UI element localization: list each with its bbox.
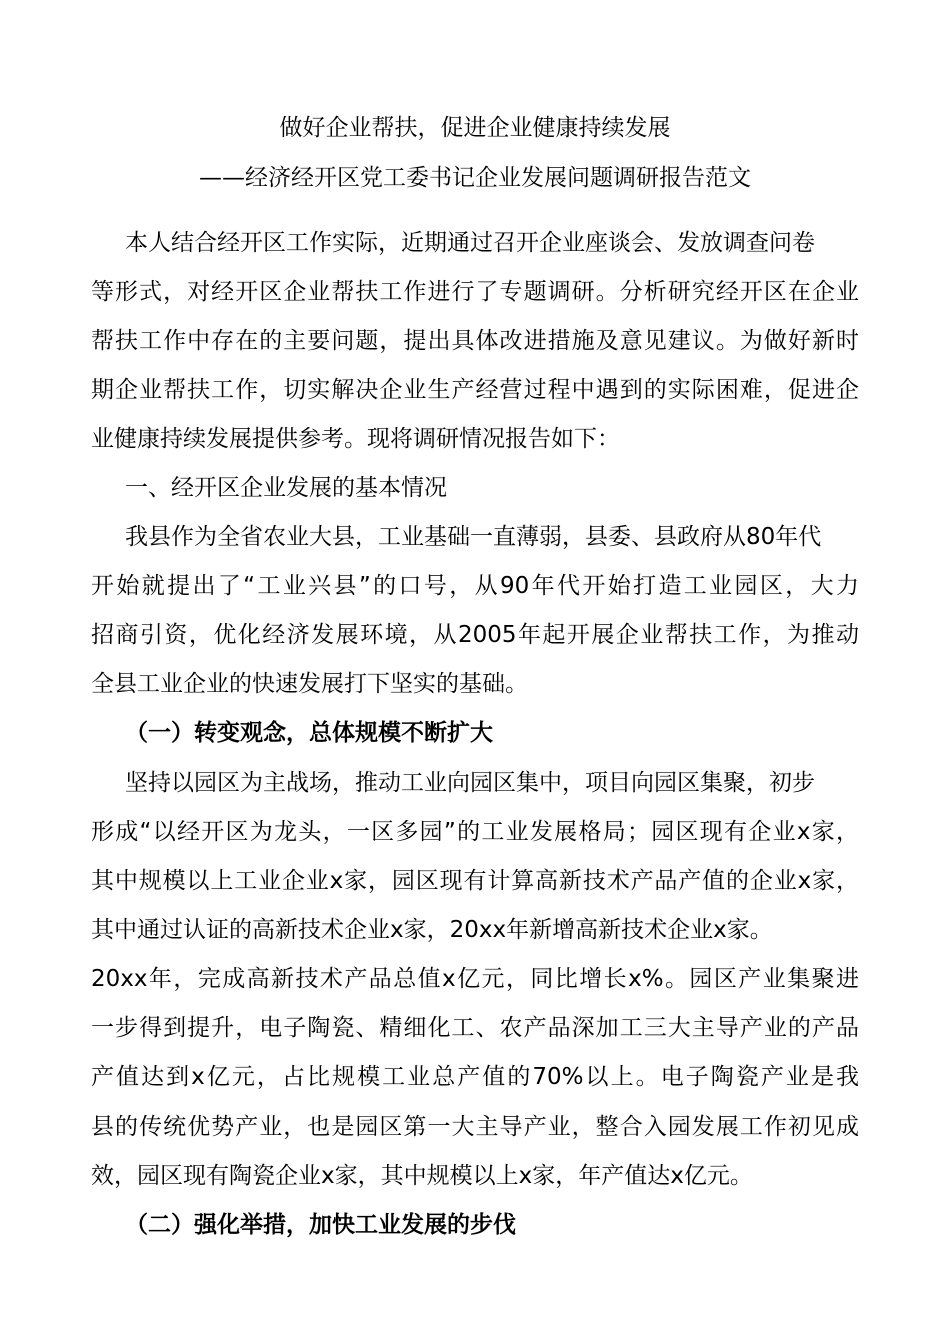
paragraph-line: 我县作为全省农业大县，工业基础一直薄弱，县委、县政府从80年代 bbox=[125, 524, 822, 550]
document-subtitle: ——经济经开区党工委书记企业发展问题调研报告范文 bbox=[199, 165, 751, 191]
paragraph-line: 其中通过认证的高新技术企业x家，20xx年新增高新技术企业x家。 bbox=[91, 917, 773, 943]
paragraph-line: 产值达到x亿元，占比规模工业总产值的70%以上。电子陶瓷产业是我 bbox=[91, 1064, 859, 1090]
subsection-heading: （二）强化举措，加快工业发展的步伐 bbox=[125, 1212, 516, 1238]
paragraph-line: 效，园区现有陶瓷企业x家，其中规模以上x家，年产值达x亿元。 bbox=[91, 1163, 753, 1189]
paragraph-line: 全县工业企业的快速发展打下坚实的基础。 bbox=[91, 671, 528, 697]
paragraph-line: 形成“以经开区为龙头，一区多园”的工业发展格局；园区现有企业x家， bbox=[91, 819, 859, 845]
section-heading: 一、经开区企业发展的基本情况 bbox=[125, 475, 447, 501]
paragraph-line: 其中规模以上工业企业x家，园区现有计算高新技术产品产值的企业x家， bbox=[91, 868, 859, 894]
document-title: 做好企业帮扶，促进企业健康持续发展 bbox=[279, 115, 671, 141]
paragraph-line: 20xx年，完成高新技术产品总值x亿元，同比增长x%。园区产业集聚进 bbox=[91, 966, 859, 992]
paragraph-line: 业健康持续发展提供参考。现将调研情况报告如下： bbox=[91, 426, 620, 452]
paragraph-line: 期企业帮扶工作，切实解决企业生产经营过程中遇到的实际困难，促进企 bbox=[91, 377, 859, 403]
paragraph-line: 坚持以园区为主战场，推动工业向园区集中，项目向园区集聚，初步 bbox=[125, 770, 815, 796]
paragraph-line: 开始就提出了“工业兴县”的口号，从90年代开始打造工业园区，大力 bbox=[91, 573, 859, 599]
paragraph-line: 县的传统优势产业，也是园区第一大主导产业，整合入园发展工作初见成 bbox=[91, 1114, 859, 1140]
paragraph-line: 本人结合经开区工作实际，近期通过召开企业座谈会、发放调查问卷 bbox=[125, 230, 815, 256]
paragraph-line: 一步得到提升，电子陶瓷、精细化工、农产品深加工三大主导产业的产品 bbox=[91, 1015, 859, 1041]
subsection-heading: （一）转变观念，总体规模不断扩大 bbox=[125, 720, 493, 746]
paragraph-line: 等形式，对经开区企业帮扶工作进行了专题调研。分析研究经开区在企业 bbox=[91, 279, 859, 305]
paragraph-line: 帮扶工作中存在的主要问题，提出具体改进措施及意见建议。为做好新时 bbox=[91, 328, 859, 354]
paragraph-line: 招商引资，优化经济发展环境，从2005年起开展企业帮扶工作，为推动 bbox=[91, 622, 859, 648]
